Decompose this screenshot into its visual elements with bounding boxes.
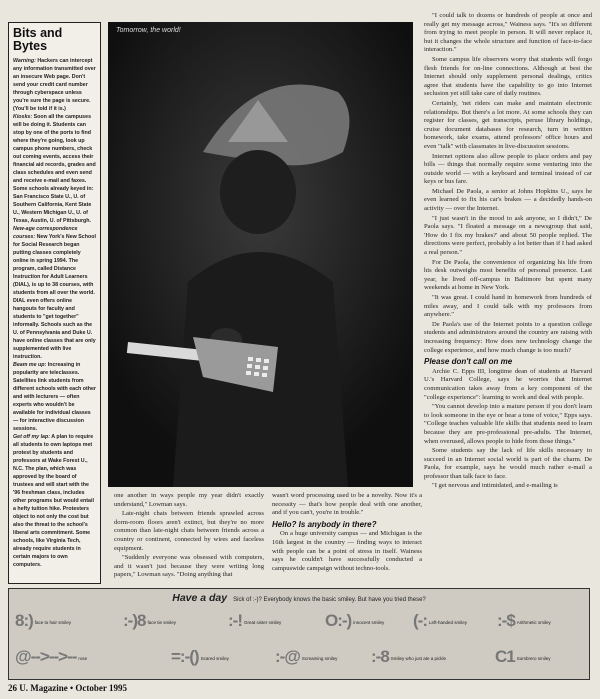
paragraph: On a huge university campus — and Michigan is the 16th largest in the country — finding ways to interact with people can be a point of stress in itself. Wainess says he couldn't have successfully conducted a campuswide campaign without techno-tools.	[272, 530, 422, 572]
section-heading: Hello? Is anybody in there?	[272, 519, 377, 529]
smiley-entry: O:-) innocent smiley	[325, 611, 385, 630]
paragraph: Archie C. Epps III, longtime dean of students at Harvard U.'s Harvard College, says he worries that Internet communication takes away from a key component of the "college experience": learning to work and deal with people.	[424, 367, 592, 401]
paragraph: wasn't word processing used to be a novelty. Now it's a necessity — that's how people deal with one another, and if you can't, you're in trouble."	[272, 492, 422, 517]
banner-subtitle: Sick of :-)? Everybody knows the basic smiley. But have you tried these?	[233, 597, 426, 603]
banner-header	[9, 589, 589, 604]
banner-title: Have a day	[172, 592, 228, 604]
paragraph: "I just wasn't in the mood to ask anyone, so I didn't," De Paola says. "I floated a message on a newsgroup that said, 'How do I fix my brakes?' and about 50 people replied. The directions were perfect, probably a lot better than if I had asked a real person."	[424, 214, 592, 257]
sidebar-item: Kiosks: Soon all the campuses will be doing it. Students can stop by one of the ports to find where they're going, look up campus phone numbers, check out coming events, access their financial aid records, grades and class schedules and even send and receive e-mail and faxes. Some schools already keyed in: San Francisco State U., U. of Southern California, Kent State U., Western Michigan U., U. of Texas, Austin, U. of Pittsburgh.	[13, 114, 96, 224]
sidebar-item: Warning: Hackers can intercept any information transmitted over an insecure Web page. Don't send your credit card number through cyberspace unless you're sure the page is secure. (You'll be told if it is.)	[13, 58, 96, 112]
sidebar-item: Beam me up: Increasing in popularity are teleclasses. Satellites link students from different schools with each other and with lecturers — often experts who wouldn't be available for individual classes — for interactive discussion sessions.	[13, 362, 96, 432]
paragraph: For De Paola, the convenience of organizing his life from his desk outweighs most benefits of personal presence. Last year, he lived off-campus in Baltimore but spent many weekends at home in New York.	[424, 258, 592, 292]
sidebar-title: Bits and Bytes	[13, 26, 63, 53]
smiley-entry: 8:) face to hair smiley	[15, 611, 72, 630]
smiley-entry: :-! Great sister smiley	[228, 611, 282, 630]
paragraph: one another in ways people my year didn't exactly understand," Lowman says.	[114, 492, 264, 508]
smiley-entry: @-->-->-- rose	[15, 647, 88, 666]
smiley-entry: :-@ Screaming smiley	[275, 647, 338, 666]
paragraph: Michael De Paola, a senior at Johns Hopkins U., says he even learned to fix his car's brakes — a decidedly hands-on activity — over the Internet.	[424, 187, 592, 213]
paragraph: "It was great. I could hand in homework from hundreds of miles away, and I could talk with my professors from anywhere."	[424, 294, 592, 319]
smiley-entry: C1 Sombrero smiley	[495, 647, 551, 666]
smiley-entry: (-: Left-handed smiley	[413, 611, 468, 630]
paragraph: De Paola's use of the Internet points to a question college students and administrators around the country are raising with increasing frequency: How does new technology change the college experience, and how much change is too much?	[424, 320, 592, 354]
photo-illustration	[108, 22, 413, 487]
page-folio: 26 U. Magazine • October 1995	[8, 683, 127, 693]
paragraph: Some students say the lack of life skills necessary to succeed in an Internet social world is part of the charm. De Paola, for example, says he would much rather e-mail a professor than talk face to face.	[424, 447, 592, 480]
paragraph: "I get nervous and intimidated, and e-mailing is	[432, 482, 558, 490]
smiley-grid	[13, 605, 587, 679]
paragraph: "Suddenly everyone was obsessed with computers, and it wasn't just because they were writing long papers," Lowman says. "Doing anything that	[114, 554, 264, 579]
sidebar-body	[13, 57, 96, 569]
paragraph: Some campus life observers worry that students will forgo flesh friends for on-line connections. Although at best the Internet should only supplement personal dealings, critics agree that students have the capability to go into Internet seclusion yet still take care of daily routines.	[424, 55, 592, 98]
article-column-3	[424, 12, 592, 589]
sidebar-item: New-age correspondence courses: New York's New School for Social Research began putting classes completely online in spring 1994. The program, called Distance Instruction for Adult Learners (DIAL), is up to 38 courses, with students from all over the world. DIAL even offers online hangouts for faculty and students to "get together" informally. Schools such as the U. of Pennsylvania and Duke U. have online classes that are only supplemented with live instruction.	[13, 226, 96, 360]
smiley-entry: =:-() Scared smiley	[171, 647, 229, 666]
section-heading: Please don't call on me	[424, 357, 513, 367]
sidebar-item: Get off my lap: A plan to require all students to own laptops met protest by students and professors at Wake Forest U., N.C. The plan, which was approved by the board of trustees and will start with the '96 freshman class, includes other programs but would entail a hefty tuition hike. Protesters object to not only the cost but also the threat to the school's liberal arts commitment. Some schools, like Virginia Tech, already require students in certain majors to own computers.	[13, 434, 94, 568]
paragraph: Certainly, 'net riders can make and maintain electronic relationships. But there's a lot more. At some schools they can register for classes, get transcripts, peruse library holdings, cruise document databases for research, turn in written homework, take exams, attend professors' office hours and even "talk" with classmates in live-discussion sessions.	[424, 99, 592, 150]
paragraph: "You cannot develop into a mature person if you don't learn to look someone in the eye or hear a tone of voice," Epps says. "College teaches valuable life skills that students need to learn because they are pre-professional pre-adults. The Internet, when overused, allows people to hide from those things."	[424, 403, 592, 445]
bits-and-bytes-sidebar	[8, 22, 101, 584]
article-photo	[108, 22, 413, 487]
smiley-entry: :-)8 face tie smiley	[123, 611, 176, 630]
paragraph: Late-night chats between friends sprawled across dorm-room floors aren't extinct, but they're no more common than late-night chats between friends across a country or continent, connected by wires and faceless equipment.	[114, 510, 264, 552]
article-column-1	[114, 492, 264, 588]
photo-caption: Tomorrow, the world!	[116, 27, 181, 34]
smiley-entry: :-$ Arithmetic smiley	[497, 611, 551, 630]
smiley-banner	[8, 588, 590, 680]
paragraph: "I could talk to dozens or hundreds of people at once and really get my message across," Wainess says. "It's so different from trying to meet people in person. It will never replace it, but it changes the whole structure and function of face-to-face interaction."	[424, 12, 592, 54]
article-column-2	[272, 492, 422, 588]
paragraph: Internet options also allow people to place orders and pay bills — things that normally require some venturing into the outside world — with a keyboard and terminal instead of car keys or bus fare.	[424, 152, 592, 186]
smiley-entry: :-8 Smiley who just ate a pickle	[371, 647, 447, 666]
